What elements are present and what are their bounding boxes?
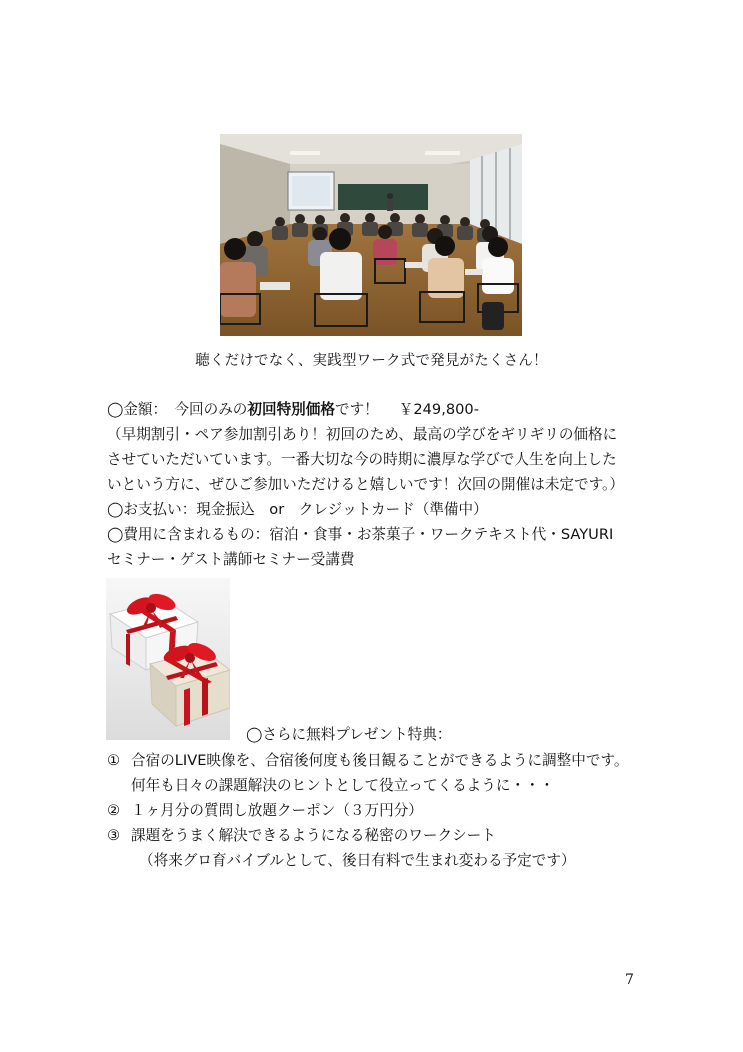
list-item — [107, 823, 667, 848]
gift-boxes-photo — [106, 578, 230, 740]
bonus-list — [107, 748, 667, 873]
price-amount: ￥249,800- — [398, 401, 479, 418]
price-label-bold: 初回特別価格 — [247, 401, 335, 418]
included-line: セミナー・ゲスト講師セミナー受講費 — [107, 551, 355, 568]
price-label-suffix: です！ — [334, 401, 379, 418]
bonus-title: ◯さらに無料プレゼント特典： — [246, 726, 452, 743]
list-number: ③ — [107, 827, 121, 844]
list-number: ① — [107, 752, 121, 769]
details-section — [107, 397, 642, 572]
price-line — [107, 397, 642, 422]
list-item — [107, 798, 667, 823]
list-item-text: 課題をうまく解決できるようになる秘密のワークシート — [131, 827, 496, 844]
page-number: 7 — [625, 972, 634, 988]
list-item — [107, 748, 667, 773]
list-item-subtext: （将来グロ育バイブルとして、後日有料で生まれ変わる予定です） — [139, 852, 576, 869]
payment-line: ◯お支払い：現金振込 or クレジットカード（準備中） — [107, 501, 488, 518]
included-line: ◯費用に含まれるもの：宿泊・食事・お茶菓子・ワークテキスト代・SAYURI — [107, 526, 614, 543]
note-line: いという方に、ぜひご参加いただけると嬉しいです！次回の開催は未定です。） — [107, 476, 624, 493]
note-line: させていただいています。一番大切な今の時期に濃厚な学びで人生を向上した — [107, 451, 617, 468]
note-line: （早期割引・ペア参加割引あり！初回のため、最高の学びをギリギリの価格に — [107, 426, 618, 443]
list-item-subtext: 何年も日々の課題解決のヒントとして役立ってくるように・・・ — [131, 777, 555, 794]
list-number: ② — [107, 802, 121, 819]
photo-caption: 聴くだけでなく、実践型ワーク式で発見がたくさん！ — [195, 353, 548, 369]
list-item-text: １ヶ月分の質問し放題クーポン（３万円分） — [131, 802, 423, 819]
seminar-room-photo — [220, 134, 522, 336]
list-item-text: 合宿のLIVE映像を、合宿後何度も後日観ることができるように調整中です。 — [131, 752, 629, 769]
price-label-prefix: ◯金額： 今回のみの — [107, 401, 248, 418]
